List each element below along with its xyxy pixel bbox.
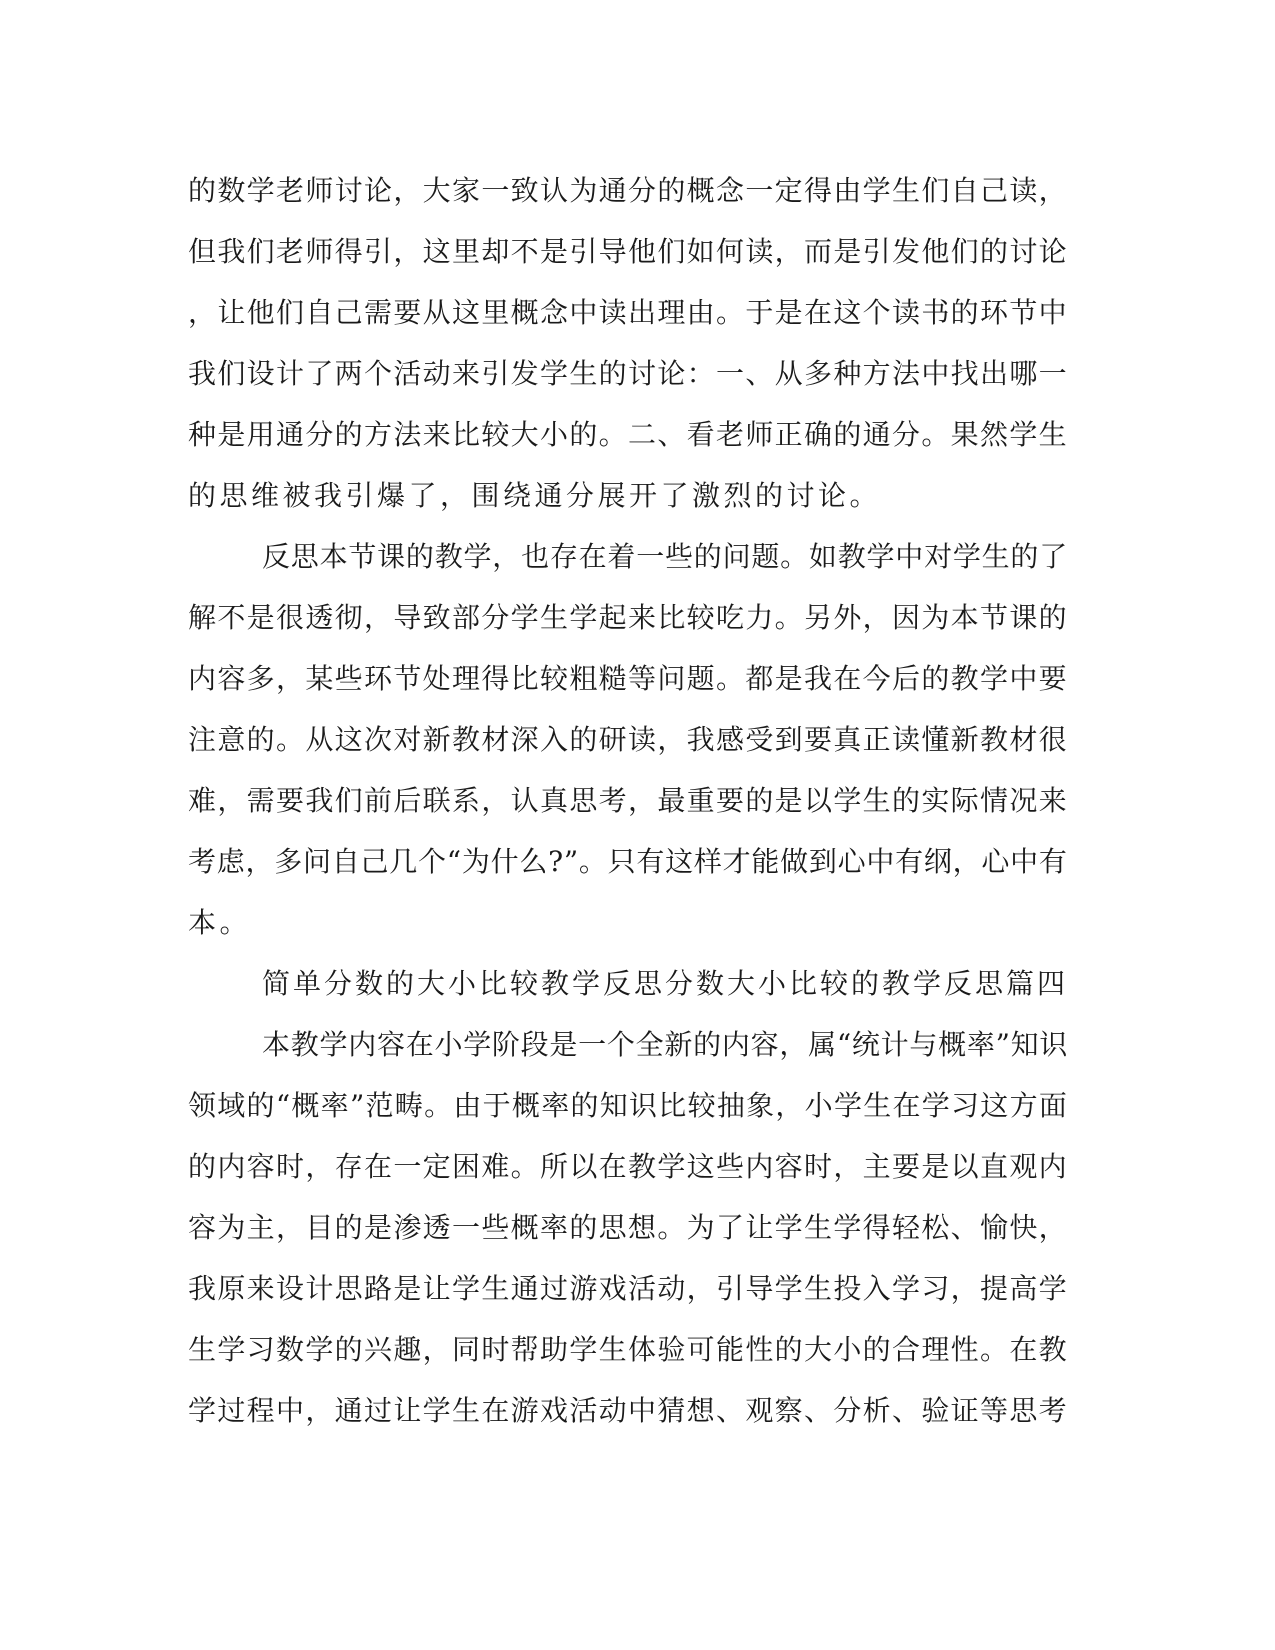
text-line: 考虑，多问自己几个“为什么?”。只有这样才能做到心中有纲，心中有	[188, 845, 1068, 878]
text-line: 生学习数学的兴趣，同时帮助学生体验可能性的大小的合理性。在教	[188, 1333, 1069, 1366]
section-heading: 简单分数的大小比较教学反思分数大小比较的教学反思篇四	[262, 967, 1069, 1000]
text-line: 领域的“概率”范畴。由于概率的知识比较抽象，小学生在学习这方面	[188, 1089, 1069, 1122]
text-line: 内容多，某些环节处理得比较粗糙等问题。都是我在今后的教学中要	[188, 662, 1069, 695]
paragraph-start-line: 本教学内容在小学阶段是一个全新的内容，属“统计与概率”知识	[262, 1028, 1069, 1061]
document-body	[188, 160, 1068, 1441]
text-line: 注意的。从这次对新教材深入的研读，我感受到要真正读懂新教材很	[188, 723, 1069, 756]
text-line: 本。	[188, 906, 252, 939]
text-line: 解不是很透彻，导致部分学生学起来比较吃力。另外，因为本节课的	[188, 601, 1069, 634]
text-line: 容为主，目的是渗透一些概率的思想。为了让学生学得轻松、愉快，	[188, 1211, 1069, 1244]
text-line: 我们设计了两个活动来引发学生的讨论：一、从多种方法中找出哪一	[188, 357, 1069, 390]
text-line: 的数学老师讨论，大家一致认为通分的概念一定得由学生们自己读，	[188, 174, 1069, 207]
text-line: 种是用通分的方法来比较大小的。二、看老师正确的通分。果然学生	[188, 418, 1069, 451]
text-line: ，让他们自己需要从这里概念中读出理由。于是在这个读书的环节中	[188, 296, 1069, 329]
text-line: 的内容时，存在一定困难。所以在教学这些内容时，主要是以直观内	[188, 1150, 1069, 1183]
text-line: 的思维被我引爆了，围绕通分展开了激烈的讨论。	[188, 479, 882, 512]
text-line: 难，需要我们前后联系，认真思考，最重要的是以学生的实际情况来	[188, 784, 1069, 817]
text-line: 我原来设计思路是让学生通过游戏活动，引导学生投入学习，提高学	[188, 1272, 1069, 1305]
text-line: 学过程中，通过让学生在游戏活动中猜想、观察、分析、验证等思考	[188, 1394, 1069, 1427]
paragraph-start-line: 反思本节课的教学，也存在着一些的问题。如教学中对学生的了	[262, 540, 1069, 573]
text-line: 但我们老师得引，这里却不是引导他们如何读，而是引发他们的讨论	[188, 235, 1069, 268]
